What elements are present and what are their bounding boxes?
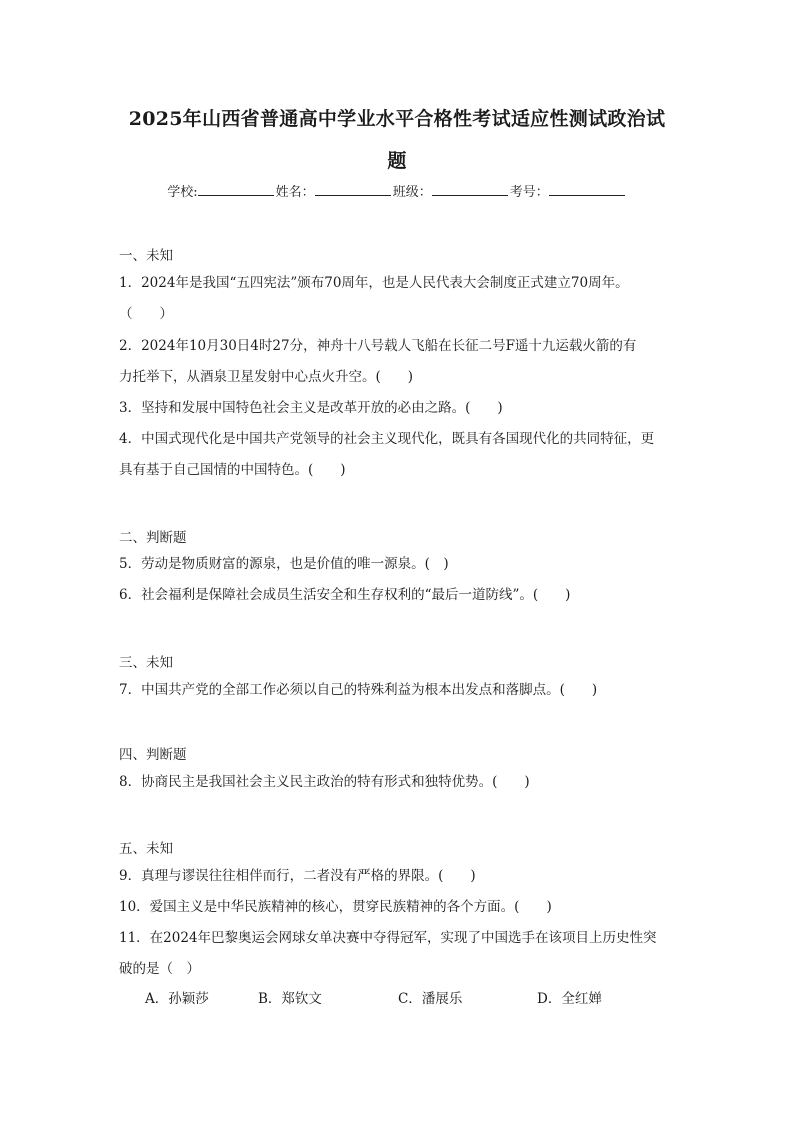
option-b[interactable]: B．郑钦文 [258, 991, 322, 1007]
school-blank[interactable] [198, 183, 274, 196]
question-4-cont: 具有基于自己国情的中国特色。( ) [119, 462, 346, 478]
section-2-heading: 二、判断题 [119, 530, 187, 546]
student-info-row [0, 181, 794, 200]
question-9: 9．真理与谬误往往相伴而行，二者没有严格的界限。( ) [119, 868, 476, 884]
question-2-cont: 力托举下，从酒泉卫星发射中心点火升空。( ) [119, 369, 414, 385]
class-blank[interactable] [432, 183, 508, 196]
question-3: 3．坚持和发展中国特色社会主义是改革开放的必由之路。( ) [119, 400, 503, 416]
question-8: 8．协商民主是我国社会主义民主政治的特有形式和独特优势。( ) [119, 774, 530, 790]
school-label: 学校: [167, 185, 198, 200]
section-3-heading: 三、未知 [119, 655, 173, 671]
option-d[interactable]: D．全红婵 [537, 991, 602, 1007]
section-4-heading: 四、判断题 [119, 747, 187, 763]
exam-title-line-1: 2025年山西省普通高中学业水平合格性考试适应性测试政治试 [128, 108, 666, 130]
question-11-options [0, 987, 794, 1007]
section-5-heading: 五、未知 [119, 841, 173, 857]
exam-title-line-2: 题 [387, 150, 407, 172]
question-6: 6．社会福利是保障社会成员生活安全和生存权利的“最后一道防线”。( ) [119, 587, 571, 603]
section-1-heading: 一、未知 [119, 248, 173, 264]
question-11-cont: 破的是（ ） [119, 961, 200, 977]
question-10: 10．爱国主义是中华民族精神的核心，贯穿民族精神的各个方面。( ) [119, 899, 552, 915]
name-label: 姓名： [275, 185, 315, 200]
question-1-blank: （ ） [119, 306, 173, 322]
question-1: 1．2024年是我国“五四宪法”颁布70周年，也是人民代表大会制度正式建立70周年。 [119, 275, 629, 291]
option-a[interactable]: A．孙颖莎 [145, 991, 209, 1007]
question-2: 2．2024年10月30日4时27分，神舟十八号载人飞船在长征二号F遥十九运载火箭的有 [119, 338, 637, 354]
question-4: 4．中国式现代化是中国共产党领导的社会主义现代化，既具有各国现代化的共同特征，更 [119, 431, 655, 447]
number-label: 考号： [509, 185, 549, 200]
name-blank[interactable] [315, 183, 391, 196]
number-blank[interactable] [549, 183, 625, 196]
question-5: 5．劳动是物质财富的源泉，也是价值的唯一源泉。( ) [119, 556, 449, 572]
class-label: 班级： [392, 185, 432, 200]
question-11: 11．在2024年巴黎奥运会网球女单决赛中夺得冠军，实现了中国选手在该项目上历史性突 [119, 930, 657, 946]
option-c[interactable]: C．潘展乐 [398, 991, 463, 1007]
question-7: 7．中国共产党的全部工作必须以自己的特殊利益为根本出发点和落脚点。( ) [119, 682, 598, 698]
